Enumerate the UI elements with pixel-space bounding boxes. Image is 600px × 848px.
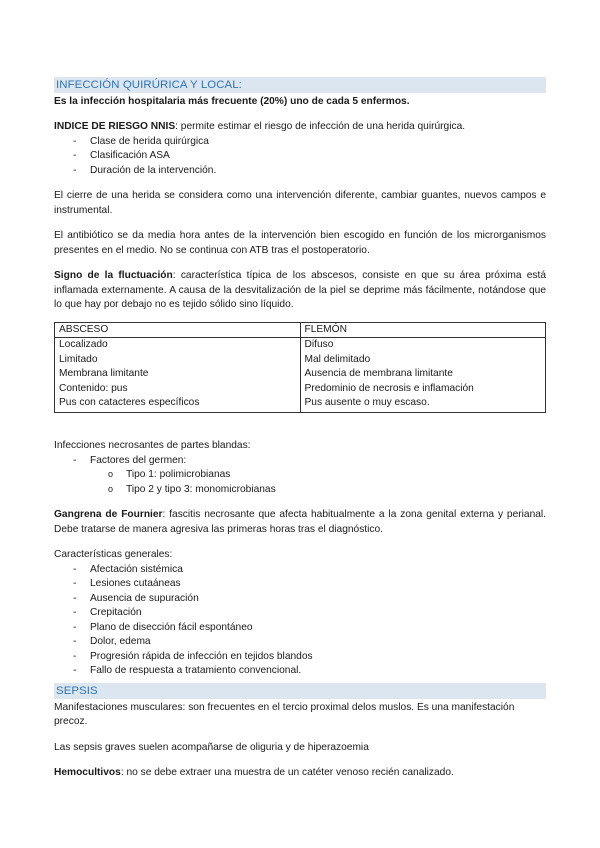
hemocultivos-text: : no se debe extraer una muestra de un catéter venoso recién canalizado. (120, 767, 454, 779)
table-cell-line: Pus con catacteres específicos (59, 397, 200, 409)
nnis-label: INDICE DE RIESGO NNIS (54, 121, 176, 133)
fluctuacion-label: Signo de la fluctuación (54, 270, 173, 282)
list-item: - Lesiones cutaáneas (54, 577, 546, 591)
table-cell-line: Limitado (59, 353, 98, 365)
fournier-label: Gangrena de Fournier (54, 509, 163, 521)
nnis-paragraph (54, 120, 546, 134)
sublist-item: o Tipo 2 y tipo 3: monomicrobianas (54, 483, 546, 497)
table-cell-line: Contenido: pus (59, 382, 128, 394)
fluctuacion-text: : característica típica de los abscesos, consiste en que su área próxima está inflamada externamente. A causa de la desvitalización de la piel se deprime más fácilmente, notándose que lo que hay por debajo no es tejido sólido sino líquido. (54, 270, 546, 311)
fournier-paragraph (54, 508, 546, 537)
list-item: - Progresión rápida de infección en tejidos blandos (54, 650, 546, 664)
list-item: - Clasificación ASA (54, 149, 546, 163)
table-cell-line: Mal delimitado (304, 353, 371, 365)
list-item: - Factores del germen: (54, 454, 546, 468)
document-content (54, 77, 546, 781)
table-cell-line: Localizado (59, 339, 108, 351)
table-header-absceso: ABSCESO (55, 322, 301, 337)
nnis-list (54, 135, 546, 178)
absceso-cell (55, 338, 301, 413)
intro-bold-text: Es la infección hospitalaria más frecuente (20%) uno de cada 5 enfermos. (54, 96, 410, 107)
caracteristicas-list (54, 563, 546, 679)
germen-sublist (54, 468, 546, 497)
list-item: - Fallo de respuesta a tratamiento convencional. (54, 664, 546, 678)
table-header-flemon: FLEMÓN (300, 322, 546, 337)
section-heading-sepsis: SEPSIS (54, 683, 546, 699)
hemocultivos-paragraph (54, 766, 546, 780)
list-item: - Ausencia de supuración (54, 592, 546, 606)
list-item: - Dolor, edema (54, 635, 546, 649)
fournier-text: : fascitis necrosante que afecta habitualmente a la zona genital externa y perianal. Debe tratarse de manera agresiva las primeras horas tras el diagnóstico. (54, 509, 546, 535)
fluctuacion-paragraph (54, 269, 546, 312)
table-cell-line: Predominio de necrosis e inflamación (304, 382, 474, 394)
sublist-item: o Tipo 1: polimicrobianas (54, 468, 546, 482)
list-item: - Duración de la intervención. (54, 164, 546, 178)
musculares-paragraph: Manifestaciones musculares: son frecuentes en el tercio proximal delos muslos. Es una manifestación precoz. (54, 701, 515, 728)
list-item: - Afectación sistémica (54, 563, 546, 577)
list-item: - Plano de disección fácil espontáneo (54, 621, 546, 635)
section-heading-infeccion: INFECCIÓN QUIRÚRICA Y LOCAL: (54, 77, 546, 93)
germen-list (54, 454, 546, 468)
nnis-text: : permite estimar el riesgo de infección de una herida quirúrgica. (175, 121, 466, 133)
antibiotico-paragraph: El antibiótico se da media hora antes de la intervención bien escogido en función de los microrganismos presentes en el medio. No se continua con ATB tras el postoperatorio. (54, 230, 546, 256)
table-cell-line: Membrana limitante (59, 368, 149, 380)
list-item: - Clase de herida quirúrgica (54, 135, 546, 149)
absceso-flemon-table (54, 322, 546, 413)
flemon-cell (300, 338, 546, 413)
table-row (55, 338, 546, 413)
table-cell-line: Pus ausente o muy escaso. (304, 397, 430, 409)
table-cell-line: Ausencia de membrana limitante (304, 368, 453, 380)
table-header-row (55, 322, 546, 337)
hemocultivos-label: Hemocultivos (54, 767, 121, 779)
list-item: - Crepitación (54, 606, 546, 620)
table-cell-line: Difuso (304, 339, 334, 351)
cierre-paragraph: El cierre de una herida se considera como una intervención diferente, cambiar guantes, nuevos campos e instrumental. (54, 190, 546, 216)
caracteristicas-title: Características generales: (54, 549, 173, 561)
necrosantes-title: Infecciones necrosantes de partes blandas: (54, 440, 251, 452)
sepsis-graves-paragraph: Las sepsis graves suelen acompañarse de oliguria y de hiperazoemia (54, 741, 369, 753)
intro-paragraph (54, 95, 546, 109)
